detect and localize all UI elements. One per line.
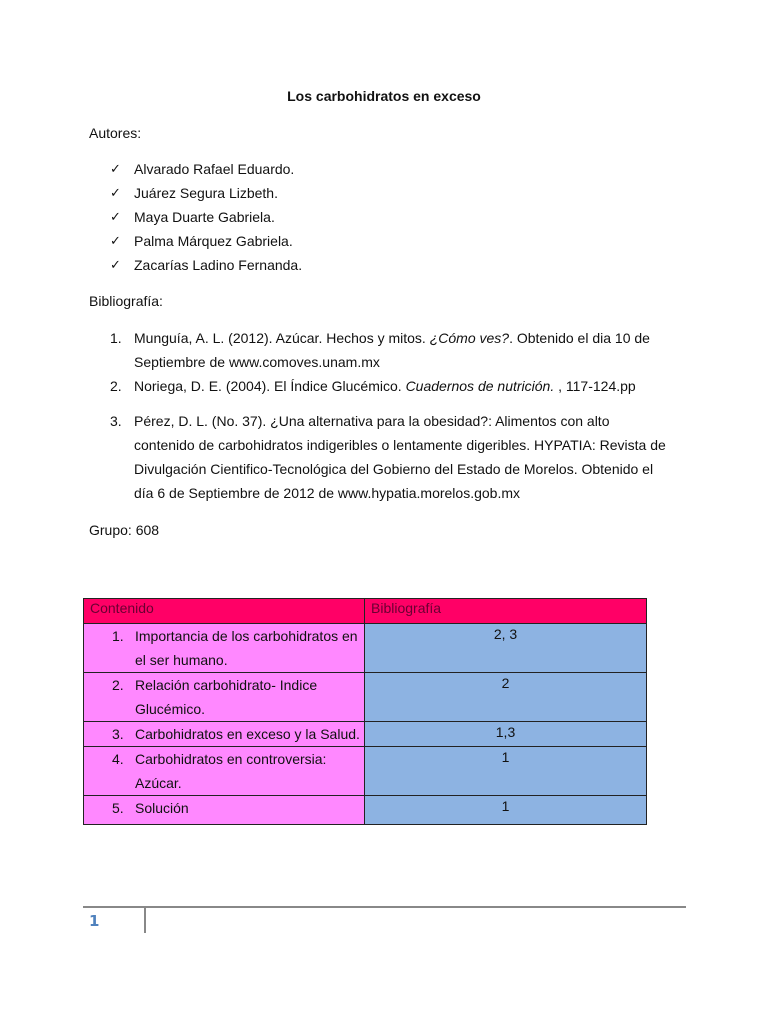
checkmark-icon: ✓ [110,257,121,272]
row-refs: 2 [365,673,647,722]
row-content: Relación carbohidrato- Indice Glucémico. [135,677,318,717]
content-table [83,598,647,825]
row-content: Carbohidratos en controversia: Azúcar. [135,751,327,791]
author-item: ✓ Juárez Segura Lizbeth. [110,185,278,201]
table-row: 5. Solución 1 [84,796,647,825]
checkmark-icon: ✓ [110,161,121,176]
author-item: ✓ Zacarías Ladino Fernanda. [110,257,303,273]
bibliography-list-continued [110,409,670,505]
table-row: 4. Carbohidratos en controversia: Azúcar. 1 [84,747,647,796]
row-content: Carbohidratos en exceso y la Salud. [135,726,360,742]
table-row: 1. Importancia de los carbohidratos en el ser humano. 2, 3 [84,624,647,673]
author-item: ✓ Maya Duarte Gabriela. [110,209,275,225]
row-refs: 1,3 [365,722,647,747]
group-label: Grupo: 608 [89,522,160,538]
header-contenido: Contenido [84,599,365,624]
author-item: ✓ Palma Márquez Gabriela. [110,233,293,249]
author-item: ✓ Alvarado Rafael Eduardo. [110,161,295,177]
checkmark-icon: ✓ [110,185,121,200]
table-row: 3. Carbohidratos en exceso y la Salud. 1,3 [84,722,647,747]
page-number: 1 [89,912,100,930]
checkmark-icon: ✓ [110,209,121,224]
row-content: Importancia de los carbohidratos en el ser humano. [135,628,358,668]
row-refs: 1 [365,796,647,825]
row-content: Solución [135,800,189,816]
footer-separator [144,908,146,933]
table-row: 2. Relación carbohidrato- Indice Glucémico. 2 [84,673,647,722]
header-bibliografia: Bibliografía [365,599,647,624]
bibliography-list [110,326,670,398]
bibliography-label: Bibliografía: [89,293,163,309]
table-header-row [84,599,647,624]
checkmark-icon: ✓ [110,233,121,248]
row-refs: 1 [365,747,647,796]
authors-list [110,159,302,279]
bibliography-item: 3. Pérez, D. L. (No. 37). ¿Una alternativa para la obesidad?: Alimentos con alto contenido de carbohidratos indigeribles o lentamente digeribles. HYPATIA: Revista de Divulgación Cientifico-Tecnológica del Gobierno del Estado de Morelos. Obtenido el día 6 de Septiembre de 2012 de www.hypatia.morelos.gob.mx [110,413,666,501]
authors-label: Autores: [89,125,142,141]
row-refs: 2, 3 [365,624,647,673]
bibliography-item: 1. Munguía, A. L. (2012). Azúcar. Hechos y mitos. ¿Cómo ves?. Obtenido el dia 10 de Septiembre de www.comoves.unam.mx [110,330,650,370]
footer-rule [83,906,686,908]
bibliography-item: 2. Noriega, D. E. (2004). El Índice Glucémico. Cuadernos de nutrición. , 117-124.pp [110,378,636,394]
document-title: Los carbohidratos en exceso [287,88,481,104]
